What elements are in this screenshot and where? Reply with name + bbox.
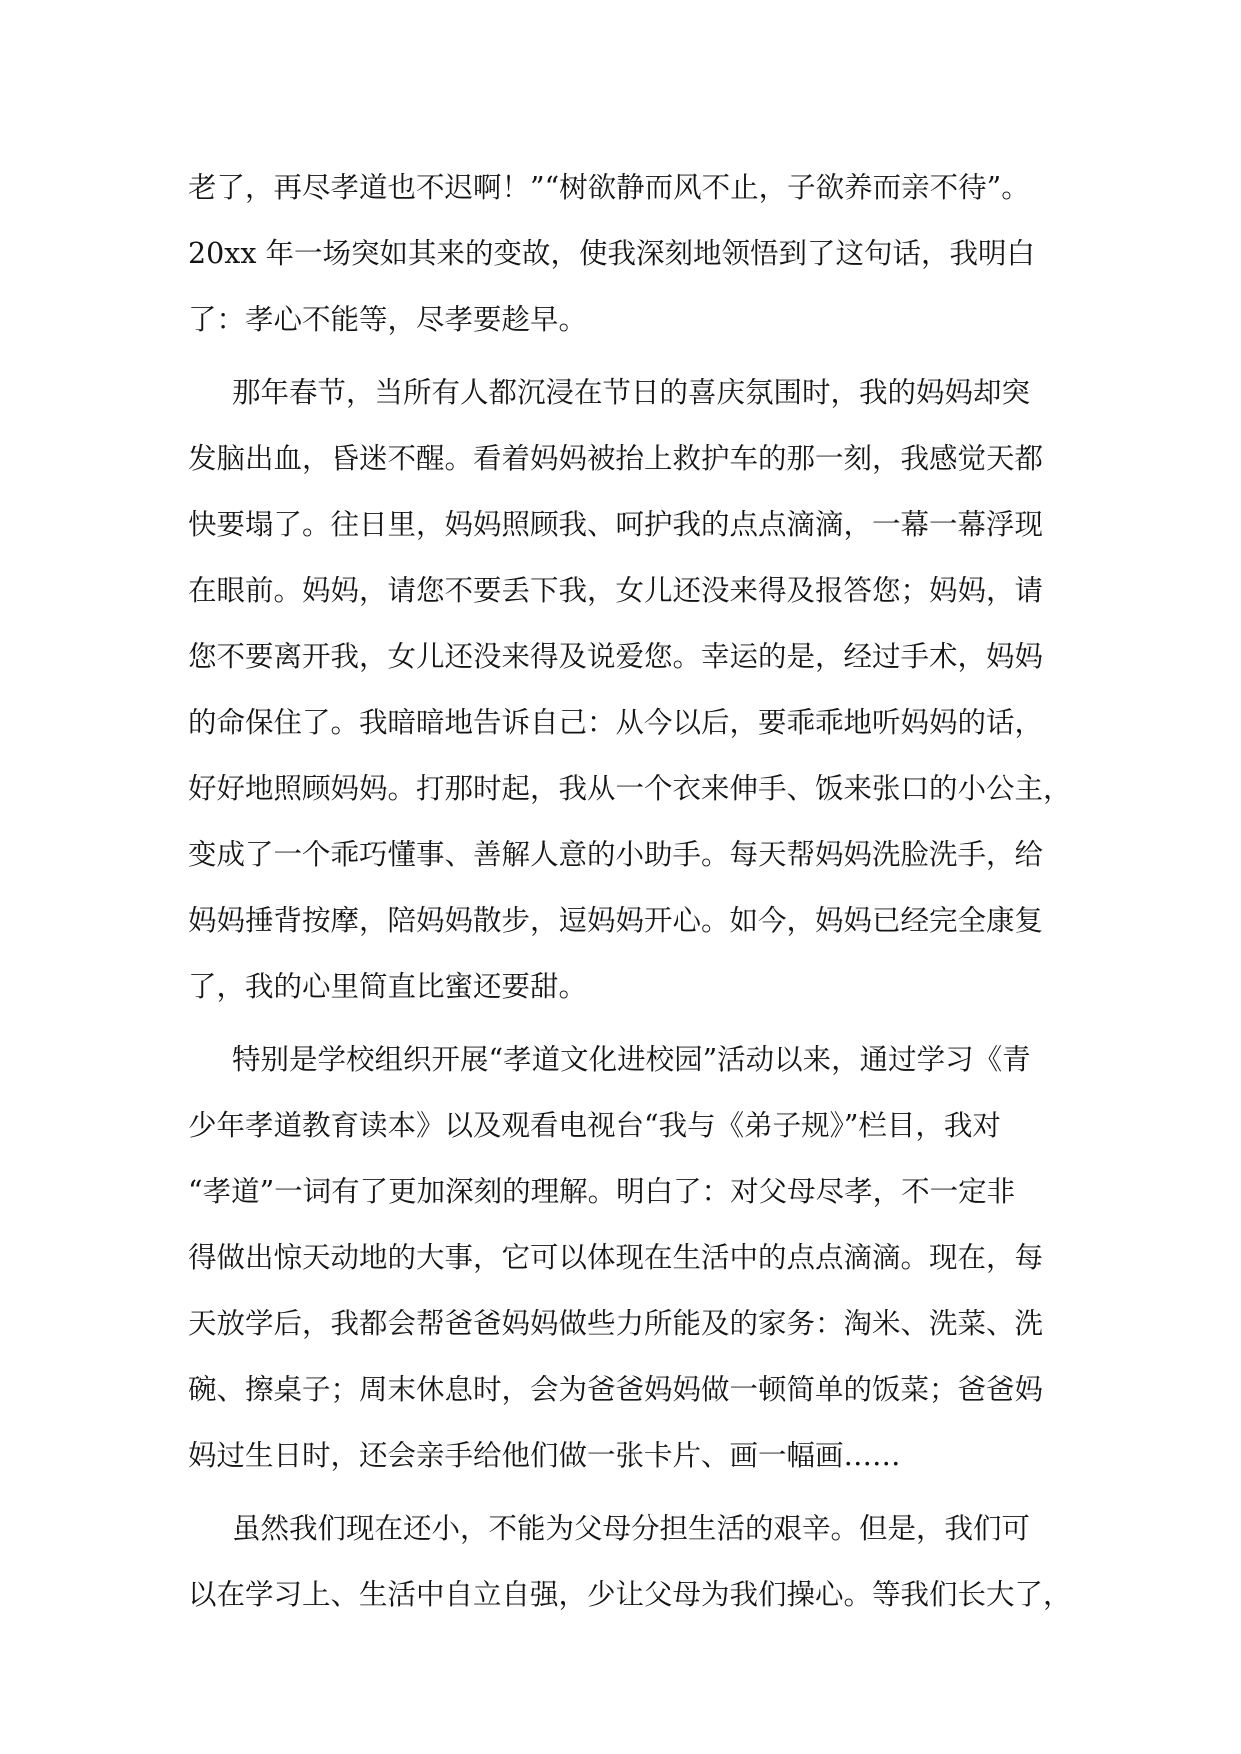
text-line: 在眼前。妈妈，请您不要丢下我，女儿还没来得及报答您；妈妈，请	[188, 574, 1044, 607]
text-line: 发脑出血，昏迷不醒。看着妈妈被抬上救护车的那一刻，我感觉天都	[188, 442, 1044, 475]
text-line: 了：孝心不能等，尽孝要趁早。	[188, 303, 588, 336]
text-line: 少年孝道教育读本》以及观看电视台“我与《弟子规》”栏目，我对	[188, 1109, 1001, 1142]
text-line: 好好地照顾妈妈。打那时起，我从一个衣来伸手、饭来张口的小公主，	[188, 772, 1072, 805]
text-line: 妈妈捶背按摩，陪妈妈散步，逗妈妈开心。如今，妈妈已经完全康复	[188, 904, 1044, 937]
text-line: “孝道”一词有了更加深刻的理解。明白了：对父母尽孝，不一定非	[188, 1175, 1016, 1208]
text-line: 变成了一个乖巧懂事、善解人意的小助手。每天帮妈妈洗脸洗手，给	[188, 838, 1044, 871]
text-line: 您不要离开我，女儿还没来得及说爱您。幸运的是，经过手术，妈妈	[188, 640, 1044, 673]
text-line: 20xx 年一场突如其来的变故，使我深刻地领悟到了这句话，我明白	[188, 237, 1035, 270]
text-line: 了，我的心里简直比蜜还要甜。	[188, 970, 588, 1003]
paragraph-first-line: 那年春节，当所有人都沉浸在节日的喜庆氛围时，我的妈妈却突	[232, 376, 1031, 409]
paragraph-first-line: 特别是学校组织开展“孝道文化进校园”活动以来，通过学习《青	[232, 1043, 1031, 1076]
text-line: 以在学习上、生活中自立自强，少让父母为我们操心。等我们长大了，	[188, 1578, 1072, 1611]
paragraph-first-line: 虽然我们现在还小，不能为父母分担生活的艰辛。但是，我们可	[232, 1512, 1031, 1545]
text-line: 快要塌了。往日里，妈妈照顾我、呵护我的点点滴滴，一幕一幕浮现	[188, 508, 1044, 541]
text-line: 碗、擦桌子；周末休息时，会为爸爸妈妈做一顿简单的饭菜；爸爸妈	[188, 1373, 1044, 1406]
text-line: 的命保住了。我暗暗地告诉自己：从今以后，要乖乖地听妈妈的话，	[188, 706, 1044, 739]
body-text	[188, 155, 1072, 1628]
text-line: 老了，再尽孝道也不迟啊！”“树欲静而风不止，子欲养而亲不待”。	[188, 171, 1030, 204]
text-line: 妈过生日时，还会亲手给他们做一张卡片、画一幅画……	[188, 1439, 901, 1472]
text-line: 天放学后，我都会帮爸爸妈妈做些力所能及的家务：淘米、洗菜、洗	[188, 1307, 1044, 1340]
text-line: 得做出惊天动地的大事，它可以体现在生活中的点点滴滴。现在，每	[188, 1241, 1044, 1274]
